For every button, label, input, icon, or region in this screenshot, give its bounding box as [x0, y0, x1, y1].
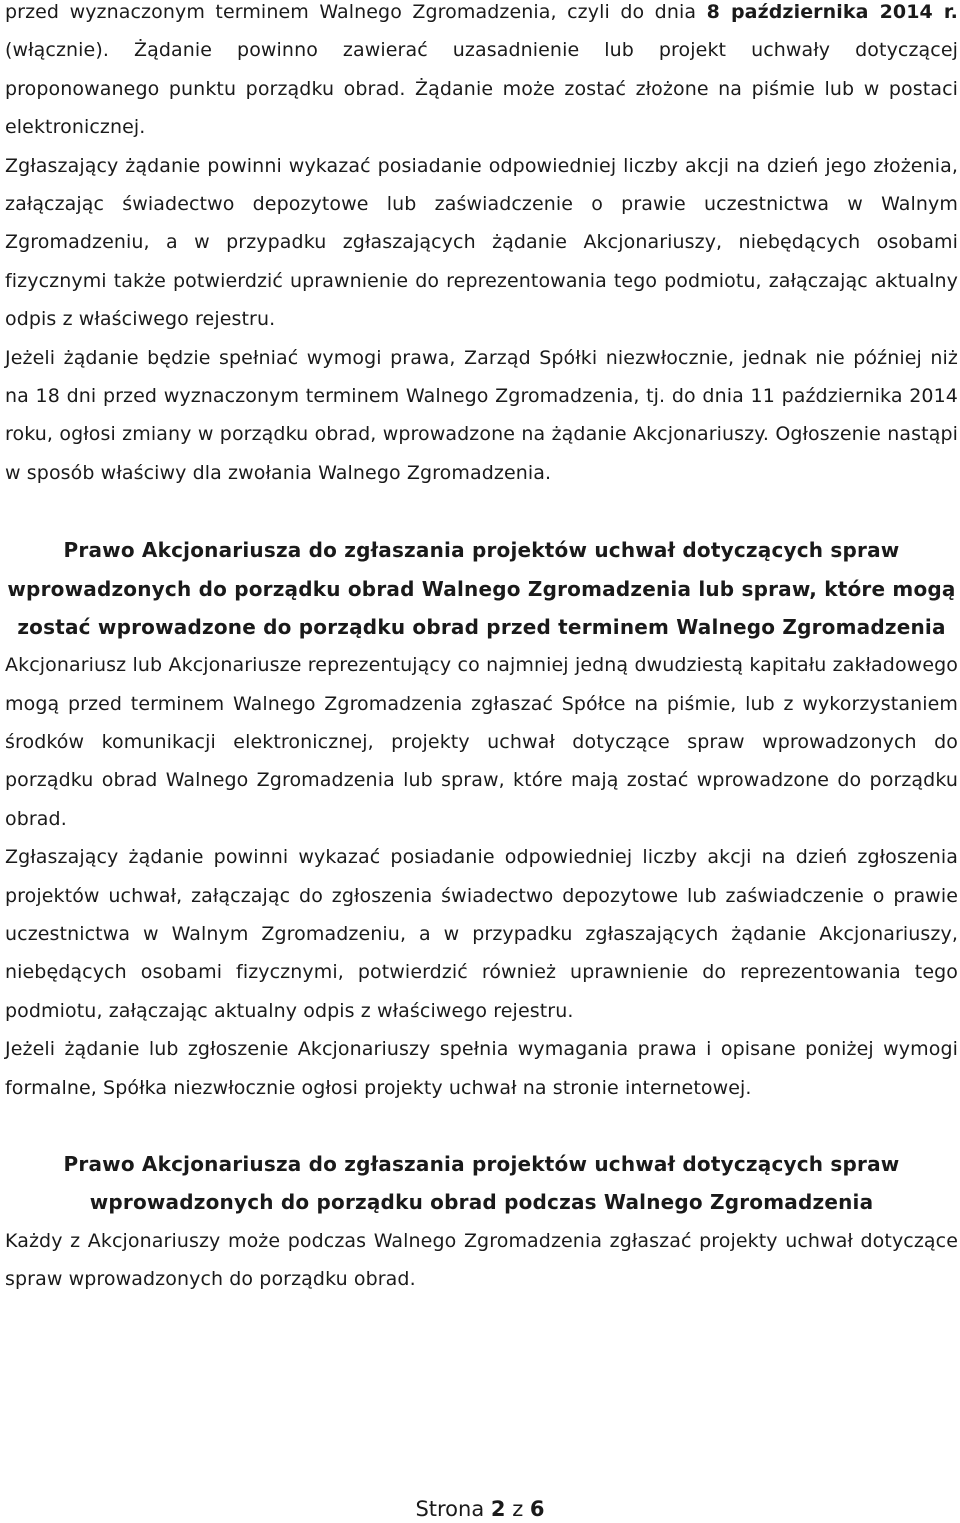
- page-footer: Strona 2 z 6: [415, 1497, 545, 1521]
- paragraph-during-meeting: Każdy z Akcjonariuszy może podczas Walnego Zgromadzenia zgłaszać projekty uchwał dotyczące spraw wprowadzonych do porządku obrad.: [5, 1229, 958, 1291]
- paragraph-publication: Jeżeli żądanie lub zgłoszenie Akcjonariuszy spełnia wymagania prawa i opisane poniżej wymogi formalne, Spółka niezwłocznie ogłosi projekty uchwał na stronie internetowej.: [5, 1038, 958, 1099]
- paragraph-request-deadline: przed wyznaczonym terminem Walnego Zgromadzenia, czyli do dnia 8 października 2014 r. (włącznie). Żądanie powinno zawierać uzasadnienie lub projekt uchwały dotyczącej proponowanego punktu porządku obrad. Żądanie może zostać złożone na piśmie lub w postaci elektronicznej.: [5, 1, 958, 139]
- paragraph-draft-proof: Zgłaszający żądanie powinni wykazać posiadanie odpowiedniej liczby akcji na dzień zgłoszenia projektów uchwał, załączając do zgłoszenia świadectwo depozytowe lub zaświadczenie o prawie uczestnictwa w Walnym Zgromadzeniu, a w przypadku zgłaszających żądanie Akcjonariuszy, niebędących osobami fizycznymi, potwierdzić również uprawnienie do reprezentowania tego podmiotu, załączając aktualny odpis z właściwego rejestru.: [5, 846, 958, 1022]
- total-pages-number: 6: [529, 1497, 545, 1521]
- paragraph-request-proof: Zgłaszający żądanie powinni wykazać posiadanie odpowiedniej liczby akcji na dzień jego złożenia, załączając świadectwo depozytowe lub zaświadczenie o prawie uczestnictwa w Walnym Zgromadzeniu, a w przypadku zgłaszających żądanie Akcjonariuszy, niebędących osobami fizycznymi także potwierdzić uprawnienie do reprezentowania tego podmiotu, załączając aktualny odpis z właściwego rejestru.: [5, 154, 958, 331]
- paragraph-draft-resolutions: Akcjonariusz lub Akcjonariusze reprezentujący co najmniej jedną dwudziestą kapitału zakładowego mogą przed terminem Walnego Zgromadzenia zgłaszać Spółce na piśmie, lub z wykorzystaniem środków komunikacji elektronicznej, projekty uchwał dotyczące spraw wprowadzonych do porządku obrad Walnego Zgromadzenia lub spraw, które mają zostać wprowadzone do porządku obrad.: [5, 654, 958, 830]
- section-heading-draft-resolutions-during: Prawo Akcjonariusza do zgłaszania projektów uchwał dotyczących spraw wprowadzonych do porządku obrad podczas Walnego Zgromadzenia: [63, 1152, 900, 1215]
- spacer: [5, 1107, 958, 1145]
- paragraph-agenda-changes: Jeżeli żądanie będzie spełniać wymogi prawa, Zarząd Spółki niezwłocznie, jednak nie później niż na 18 dni przed wyznaczonym terminem Walnego Zgromadzenia, tj. do dnia 11 października 2014 roku, ogłosi zmiany w porządku obrad, wprowadzone na żądanie Akcjonariuszy. Ogłoszenie nastąpi w sposób właściwy dla zwołania Walnego Zgromadzenia.: [5, 346, 958, 484]
- document-page: [5, 0, 958, 1298]
- deadline-date: 8 października 2014 r.: [706, 1, 958, 23]
- section-heading-draft-resolutions-before: Prawo Akcjonariusza do zgłaszania projektów uchwał dotyczących spraw wprowadzonych do porządku obrad Walnego Zgromadzenia lub spraw, które mogą zostać wprowadzone do porządku obrad przed terminem Walnego Zgromadzenia: [7, 538, 956, 639]
- current-page-number: 2: [490, 1497, 506, 1521]
- spacer: [5, 492, 958, 531]
